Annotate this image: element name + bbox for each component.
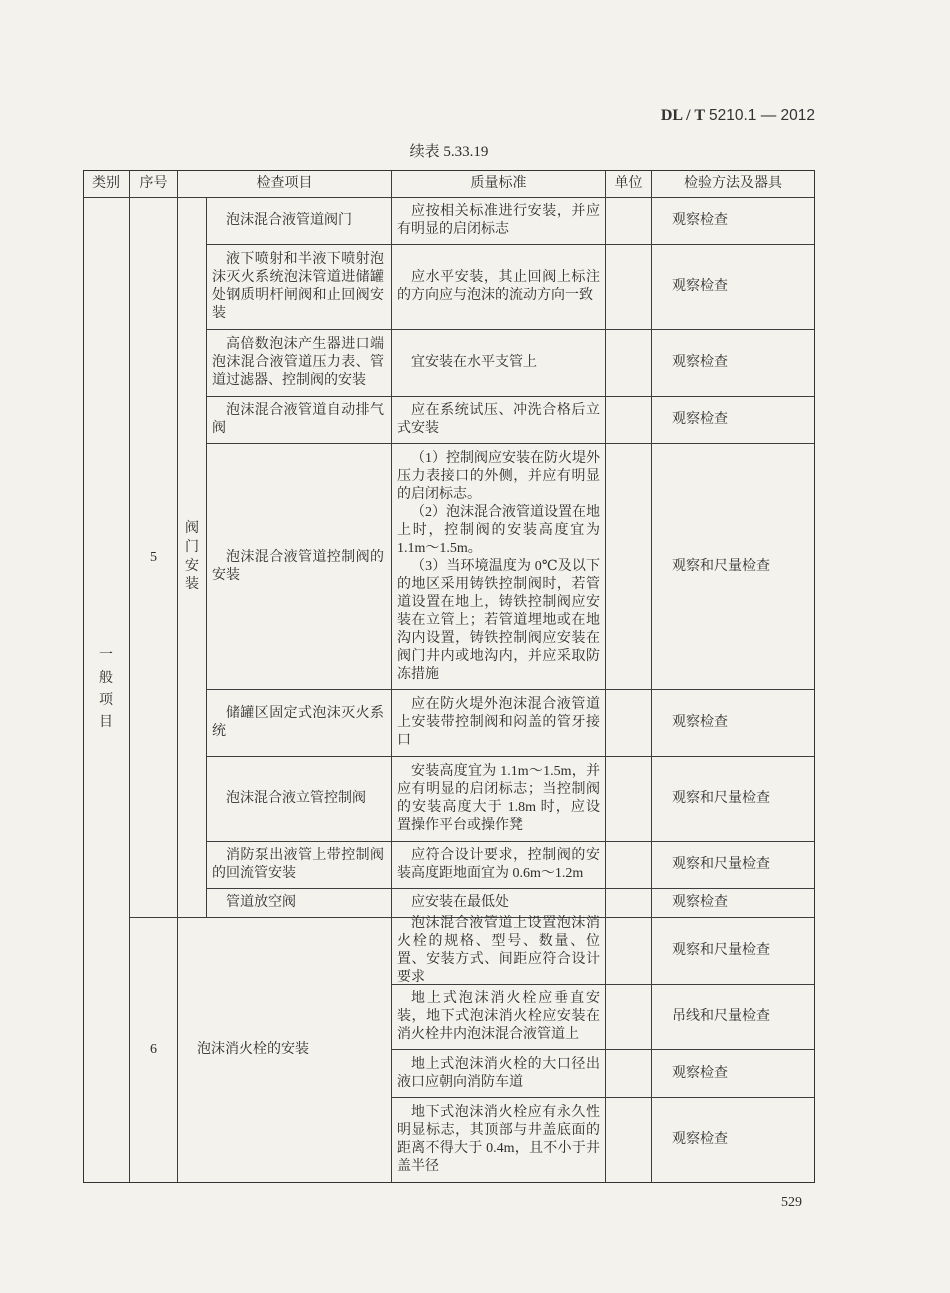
inspection-method bbox=[652, 198, 815, 245]
unit-cell bbox=[606, 985, 652, 1050]
header-unit bbox=[606, 170, 652, 198]
header-item bbox=[178, 170, 392, 198]
check-item bbox=[207, 690, 392, 757]
inspection-method bbox=[652, 842, 815, 889]
check-item-text: 液下喷射和半液下喷射泡沫灭火系统泡沫管道进储罐处钢质明杆闸阀和止回阀安装 bbox=[212, 252, 384, 321]
quality-standard bbox=[392, 397, 606, 444]
unit-cell bbox=[606, 842, 652, 889]
header-number-label: 序号 bbox=[139, 175, 168, 191]
standard-code bbox=[661, 106, 815, 126]
inspection-method-text: 观察和尺量检查 bbox=[672, 857, 770, 872]
unit-cell bbox=[606, 245, 652, 330]
header-method bbox=[652, 170, 815, 198]
unit-cell bbox=[606, 397, 652, 444]
quality-standard bbox=[392, 245, 606, 330]
quality-standard bbox=[392, 198, 606, 245]
inspection-method-text: 观察检查 bbox=[672, 1132, 728, 1147]
quality-standard-text: 应水平安装，其止回阀上标注的方向应与泡沫的流动方向一致 bbox=[397, 270, 600, 303]
unit-cell bbox=[606, 330, 652, 397]
inspection-method bbox=[652, 330, 815, 397]
group-6-number-label: 6 bbox=[150, 1042, 157, 1057]
quality-standard bbox=[392, 842, 606, 889]
quality-standard-text: 应符合设计要求，控制阀的安装高度距地面宜为 0.6m～1.2m bbox=[397, 848, 600, 881]
group-6-number bbox=[130, 918, 178, 1183]
check-item bbox=[207, 245, 392, 330]
check-item bbox=[207, 330, 392, 397]
inspection-method-text: 观察检查 bbox=[672, 213, 728, 228]
group-5-number-label: 5 bbox=[150, 549, 157, 565]
inspection-method bbox=[652, 690, 815, 757]
standard-paragraph-2: （2）泡沫混合液管道设置在地上时，控制阀的安装高度宜为 1.1m～1.5m。 bbox=[397, 504, 600, 556]
check-item bbox=[207, 842, 392, 889]
inspection-method bbox=[652, 918, 815, 985]
quality-standard bbox=[392, 330, 606, 397]
quality-standard bbox=[392, 690, 606, 757]
inspection-method bbox=[652, 757, 815, 842]
header-method-label: 检验方法及器具 bbox=[684, 175, 782, 191]
table-caption: 续表 5.33.19 bbox=[409, 144, 489, 160]
unit-cell bbox=[606, 889, 652, 918]
quality-standard bbox=[392, 918, 606, 985]
check-item-text: 储罐区固定式泡沫灭火系统 bbox=[212, 706, 384, 739]
quality-standard bbox=[392, 1098, 606, 1183]
inspection-method bbox=[652, 1098, 815, 1183]
inspection-method-text: 观察和尺量检查 bbox=[672, 943, 770, 958]
group-5-subcategory bbox=[178, 198, 207, 918]
header-category bbox=[83, 170, 130, 198]
check-item bbox=[207, 444, 392, 690]
standard-paragraph-1: （1）控制阀应安装在防火堤外压力表接口的外侧，并应有明显的启闭标志。 bbox=[397, 450, 600, 502]
inspection-method-text: 观察检查 bbox=[672, 715, 728, 730]
check-item bbox=[207, 198, 392, 245]
group-6-check-item bbox=[178, 918, 392, 1183]
standard-code-number: 5210.1 — 2012 bbox=[708, 107, 815, 124]
header-number bbox=[130, 170, 178, 198]
header-unit-label: 单位 bbox=[614, 175, 643, 191]
quality-standard bbox=[392, 1050, 606, 1098]
quality-standard-text: 应在系统试压、冲洗合格后立式安装 bbox=[397, 403, 600, 436]
group-5-number bbox=[130, 198, 178, 918]
quality-standard-text: 安装高度宜为 1.1m～1.5m，并应有明显的启闭标志；当控制阀的安装高度大于 1.8m 时，应设置操作平台或操作凳 bbox=[397, 764, 600, 833]
inspection-method-text: 观察检查 bbox=[672, 895, 728, 910]
quality-standard bbox=[392, 985, 606, 1050]
quality-standard-text: 应在防火堤外泡沫混合液管道上安装带控制阀和闷盖的管牙接口 bbox=[397, 697, 600, 748]
check-item-text: 高倍数泡沫产生器进口端泡沫混合液管道压力表、管道过滤器、控制阀的安装 bbox=[212, 337, 384, 388]
inspection-method-text: 观察检查 bbox=[672, 355, 728, 370]
inspection-table bbox=[83, 170, 815, 1183]
inspection-method-text: 观察和尺量检查 bbox=[672, 791, 770, 806]
unit-cell bbox=[606, 757, 652, 842]
inspection-method bbox=[652, 444, 815, 690]
inspection-method bbox=[652, 889, 815, 918]
check-item-text: 泡沫混合液管道控制阀的安装 bbox=[212, 549, 384, 583]
header-standard-label: 质量标准 bbox=[470, 175, 527, 191]
quality-standard-text: 地上式泡沫消火栓的大口径出液口应朝向消防车道 bbox=[397, 1056, 600, 1090]
quality-standard-text: 地上式泡沫消火栓应垂直安装，地下式泡沫消火栓应安装在消火栓井内泡沫混合液管道上 bbox=[397, 991, 600, 1042]
unit-cell bbox=[606, 444, 652, 690]
inspection-method bbox=[652, 397, 815, 444]
inspection-method bbox=[652, 1050, 815, 1098]
inspection-method-text: 观察和尺量检查 bbox=[672, 558, 770, 574]
inspection-method-text: 观察检查 bbox=[672, 279, 728, 294]
header-category-label: 类别 bbox=[92, 175, 120, 191]
inspection-method-text: 吊线和尺量检查 bbox=[672, 1009, 770, 1024]
inspection-method-text: 观察检查 bbox=[672, 412, 728, 427]
group-6-check-item-text: 泡沫消火栓的安装 bbox=[197, 1042, 309, 1057]
page-number: 529 bbox=[781, 1195, 802, 1210]
inspection-method bbox=[652, 985, 815, 1050]
unit-cell bbox=[606, 198, 652, 245]
quality-standard bbox=[392, 757, 606, 842]
quality-standard-text: 宜安装在水平支管上 bbox=[411, 355, 537, 370]
unit-cell bbox=[606, 1050, 652, 1098]
group-5-subcategory-label: 阀门安装 bbox=[185, 521, 199, 593]
header-standard bbox=[392, 170, 606, 198]
unit-cell bbox=[606, 1098, 652, 1183]
check-item-text: 泡沫混合液管道阀门 bbox=[226, 213, 352, 228]
quality-standard-text: 应按相关标准进行安装，并应有明显的启闭标志 bbox=[397, 204, 600, 237]
category-label: 一般项目 bbox=[99, 648, 113, 731]
category-cell bbox=[83, 198, 130, 1183]
quality-standard bbox=[392, 444, 606, 690]
inspection-method-text: 观察检查 bbox=[672, 1065, 728, 1081]
quality-standard bbox=[392, 889, 606, 918]
quality-standard-text: 地下式泡沫消火栓应有永久性明显标志，其顶部与井盖底面的距离不得大于 0.4m，且不小于井盖半径 bbox=[397, 1105, 600, 1174]
standard-paragraph-3: （3）当环境温度为 0℃及以下的地区采用铸铁控制阀时，若管道设置在地上，铸铁控制阀应安装在立管上；若管道埋地或在地沟内设置，铸铁控制阀应安装在阀门井内或地沟内，并应采取防冻措施 bbox=[397, 558, 600, 682]
check-item-text: 消防泵出液管上带控制阀的回流管安装 bbox=[212, 848, 384, 881]
check-item-text: 泡沫混合液立管控制阀 bbox=[226, 791, 366, 806]
unit-cell bbox=[606, 918, 652, 985]
check-item-text: 泡沫混合液管道自动排气阀 bbox=[212, 403, 384, 436]
unit-cell bbox=[606, 690, 652, 757]
check-item bbox=[207, 757, 392, 842]
quality-standard-paragraphs bbox=[397, 450, 600, 684]
check-item bbox=[207, 889, 392, 918]
standard-code-prefix: DL / T bbox=[660, 107, 705, 124]
inspection-method bbox=[652, 245, 815, 330]
quality-standard-text: 应安装在最低处 bbox=[411, 895, 509, 910]
quality-standard-text: 泡沫混合液管道上设置泡沫消火栓的规格、型号、数量、位置、安装方式、间距应符合设计要求 bbox=[397, 916, 600, 985]
header-item-label: 检查项目 bbox=[256, 175, 313, 191]
check-item bbox=[207, 397, 392, 444]
check-item-text: 管道放空阀 bbox=[226, 895, 296, 910]
